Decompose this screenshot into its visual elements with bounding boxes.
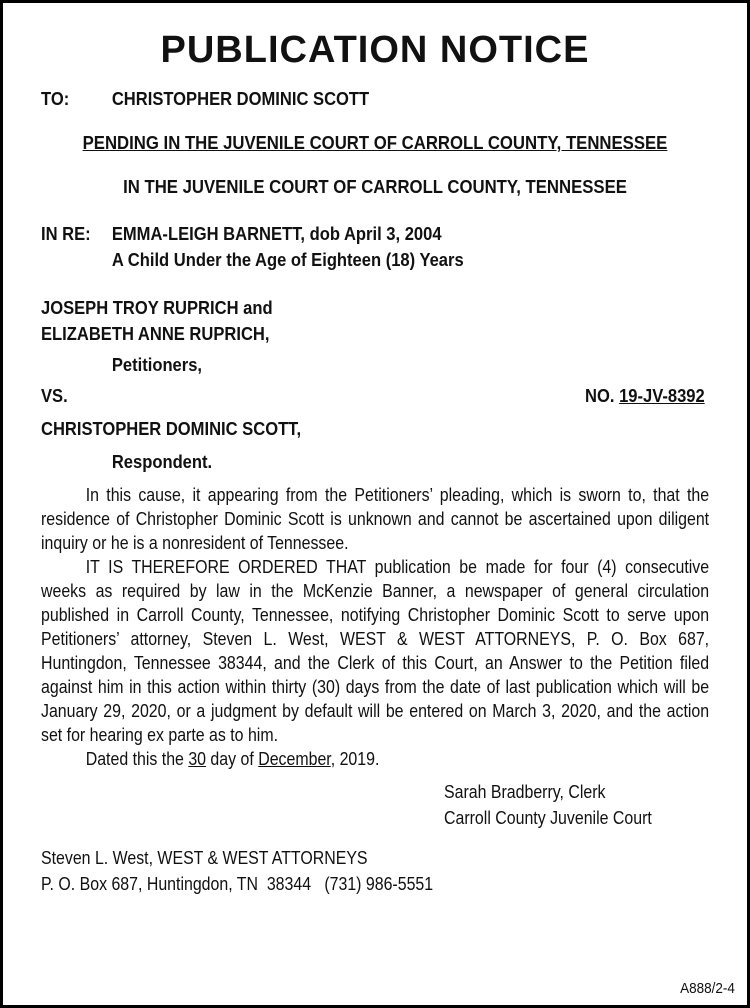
pending-text: PENDING IN THE JUVENILE COURT OF CARROLL COUNTY, TENNESSEE bbox=[82, 133, 668, 153]
paragraph-2: IT IS THEREFORE ORDERED THAT publication be made for four (4) consecutive weeks as required by law in the McKenzie Banner, a newspaper of general circulation published in Carroll County, Tennessee, notifying Christopher Dominic Scott to serve upon Petitioners’ attorney, Steven L. West, WEST & WEST ATTORNEYS, P. O. Box 687, Huntingdon, Tennessee 38344, and the Clerk of this Court, an Answer to the Petition filed against him in this action within thirty (30) days from the date of last publication which will be January 29, 2020, or a judgment by default will be entered on March 3, 2020, and the action set for hearing ex parte as to him. bbox=[41, 556, 710, 745]
petitioners-block bbox=[41, 295, 656, 347]
to-label: TO: bbox=[41, 89, 70, 109]
vs-label: VS. bbox=[41, 386, 68, 406]
in-re-block bbox=[41, 221, 656, 273]
respondent-name: CHRISTOPHER DOMINIC SCOTT, bbox=[41, 419, 302, 439]
dated-line bbox=[41, 747, 709, 771]
petitioner-line2: ELIZABETH ANNE RUPRICH, bbox=[41, 324, 270, 344]
dated-prefix: Dated this the bbox=[85, 748, 184, 769]
dated-day: 30 bbox=[188, 748, 207, 769]
in-re-line1: EMMA-LEIGH BARNETT, dob April 3, 2004 bbox=[111, 224, 442, 244]
in-re-label: IN RE: bbox=[41, 224, 91, 244]
ad-code: A888/2-4 bbox=[680, 980, 735, 997]
respondent-role: Respondent. bbox=[111, 452, 213, 472]
case-number-group bbox=[585, 386, 705, 407]
attorney-line2: P. O. Box 687, Huntingdon, TN 38344 (731) 986-5551 bbox=[41, 873, 434, 894]
attorney-block bbox=[41, 845, 615, 897]
in-re-line2: A Child Under the Age of Eighteen (18) Years bbox=[111, 250, 464, 270]
attorney-line1: Steven L. West, WEST & WEST ATTORNEYS bbox=[41, 847, 368, 868]
dated-year: , 2019. bbox=[330, 748, 380, 769]
to-line bbox=[41, 89, 656, 110]
petitioners-role: Petitioners, bbox=[111, 355, 203, 375]
petitioner-line1: JOSEPH TROY RUPRICH and bbox=[41, 298, 273, 318]
case-number: 19-JV-8392 bbox=[619, 386, 705, 406]
to-name: CHRISTOPHER DOMINIC SCOTT bbox=[111, 89, 370, 109]
court-heading: IN THE JUVENILE COURT OF CARROLL COUNTY, TENNESSEE bbox=[123, 177, 627, 197]
pending-heading bbox=[64, 133, 685, 154]
paragraph-1: In this cause, it appearing from the Petitioners’ pleading, which is sworn to, that the residence of Christopher Dominic Scott is unknown and cannot be ascertained upon diligent inquiry or he is a nonresident of Tennessee. bbox=[41, 484, 710, 553]
vs-line bbox=[41, 386, 705, 407]
clerk-signature bbox=[444, 779, 672, 831]
clerk-title: Carroll County Juvenile Court bbox=[444, 807, 652, 828]
case-no-label: NO. bbox=[585, 386, 615, 406]
dated-month: December bbox=[258, 748, 331, 769]
clerk-name: Sarah Bradberry, Clerk bbox=[444, 781, 606, 802]
dated-middle: day of bbox=[210, 748, 254, 769]
notice-body bbox=[41, 483, 709, 771]
notice-title: PUBLICATION NOTICE bbox=[160, 29, 590, 71]
